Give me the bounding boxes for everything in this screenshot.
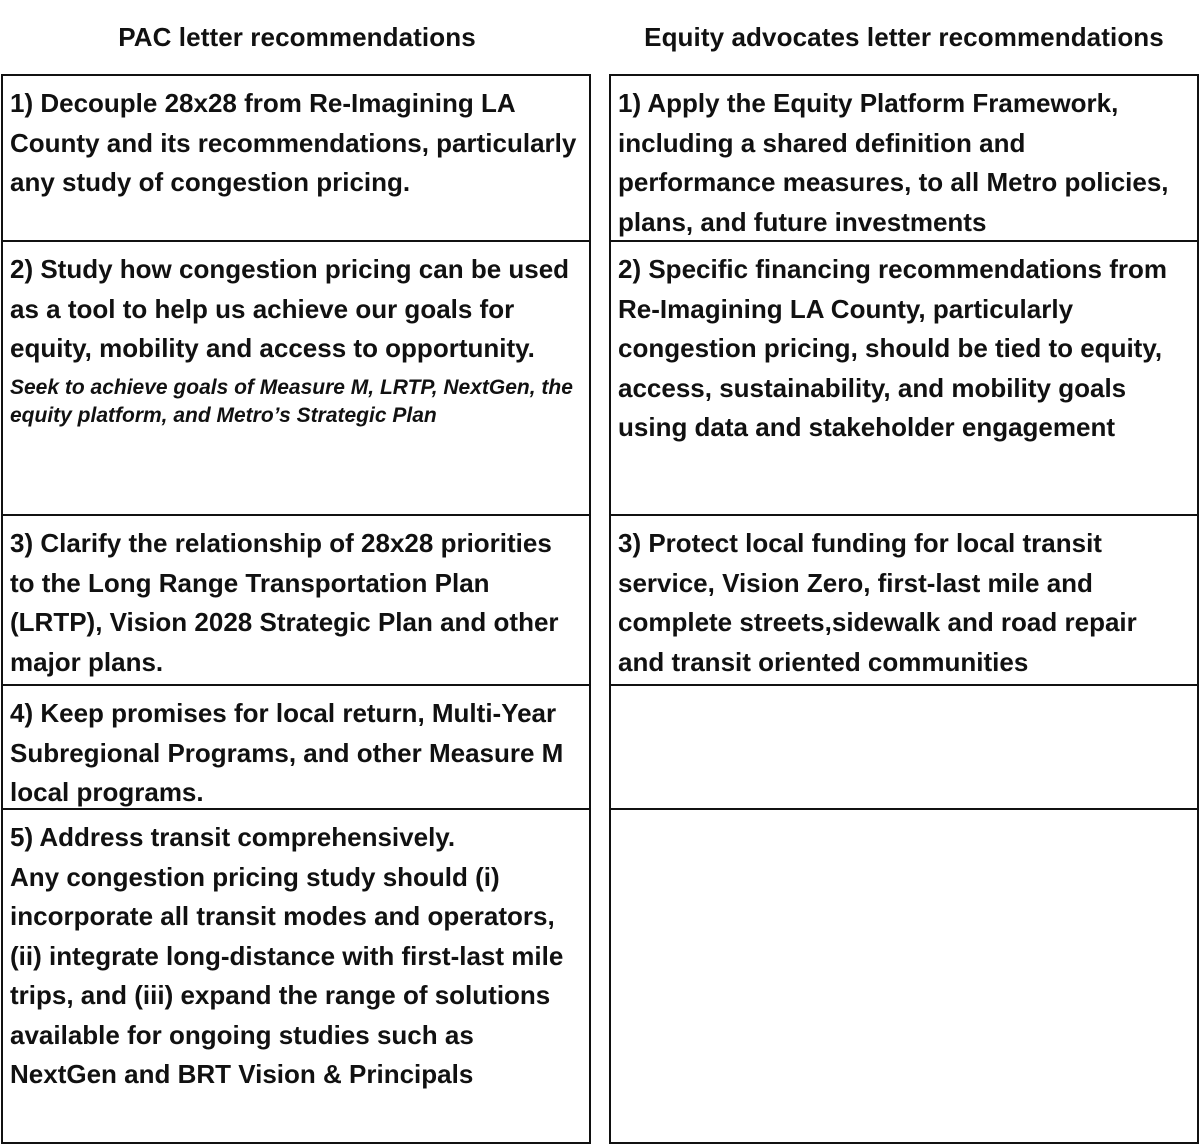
equity-recommendation-2-text: 2) Specific financing recommendations from Re-Imagining LA County, particularly congestion pricing, should be tied to equity, access, sustainability, and mobility goals using data and stakeholder engagement <box>618 254 1167 442</box>
pac-column-header: PAC letter recommendations <box>118 22 476 52</box>
equity-empty-cell-4 <box>609 684 1199 810</box>
equity-recommendation-3-text: 3) Protect local funding for local transit service, Vision Zero, first-last mile and complete streets,sidewalk and road repair and transit oriented communities <box>618 528 1137 677</box>
pac-recommendation-5-text: 5) Address transit comprehensively. <box>10 822 456 852</box>
equity-recommendation-3 <box>609 514 1199 686</box>
pac-recommendation-3-text: 3) Clarify the relationship of 28x28 priorities to the Long Range Transportation Plan (LRTP), Vision 2028 Strategic Plan and other major plans. <box>10 528 559 677</box>
pac-recommendation-1 <box>1 74 591 242</box>
equity-recommendations-column <box>609 74 1199 1144</box>
equity-empty-cell-5 <box>609 808 1199 1144</box>
pac-recommendation-3 <box>1 514 591 686</box>
pac-recommendation-4-text: 4) Keep promises for local return, Multi-Year Subregional Programs, and other Measure M local programs. <box>10 698 564 807</box>
pac-recommendation-5-detail: Any congestion pricing study should (i) incorporate all transit modes and operators, (ii) integrate long-distance with first-last mile trips, and (iii) expand the range of solutions available for ongoing studies such as NextGen and BRT Vision & Principals <box>10 861 564 1089</box>
pac-recommendations-column <box>1 74 591 1144</box>
equity-column-header: Equity advocates letter recommendations <box>644 22 1164 52</box>
pac-recommendation-2-text: 2) Study how congestion pricing can be used as a tool to help us achieve our goals for equity, mobility and access to opportunity. <box>10 254 570 363</box>
pac-recommendation-2 <box>1 240 591 516</box>
equity-recommendation-1-text: 1) Apply the Equity Platform Framework, including a shared definition and performance measures, to all Metro policies, plans, and future investments <box>618 88 1169 237</box>
equity-recommendation-1 <box>609 74 1199 242</box>
pac-recommendation-1-text: 1) Decouple 28x28 from Re-Imagining LA County and its recommendations, particularly any study of congestion pricing. <box>10 88 577 197</box>
pac-recommendation-4 <box>1 684 591 810</box>
equity-recommendation-2 <box>609 240 1199 516</box>
pac-recommendation-5 <box>1 808 591 1144</box>
pac-recommendation-2-note: Seek to achieve goals of Measure M, LRTP, NextGen, the equity platform, and Metro’s Strategic Plan <box>10 375 573 427</box>
